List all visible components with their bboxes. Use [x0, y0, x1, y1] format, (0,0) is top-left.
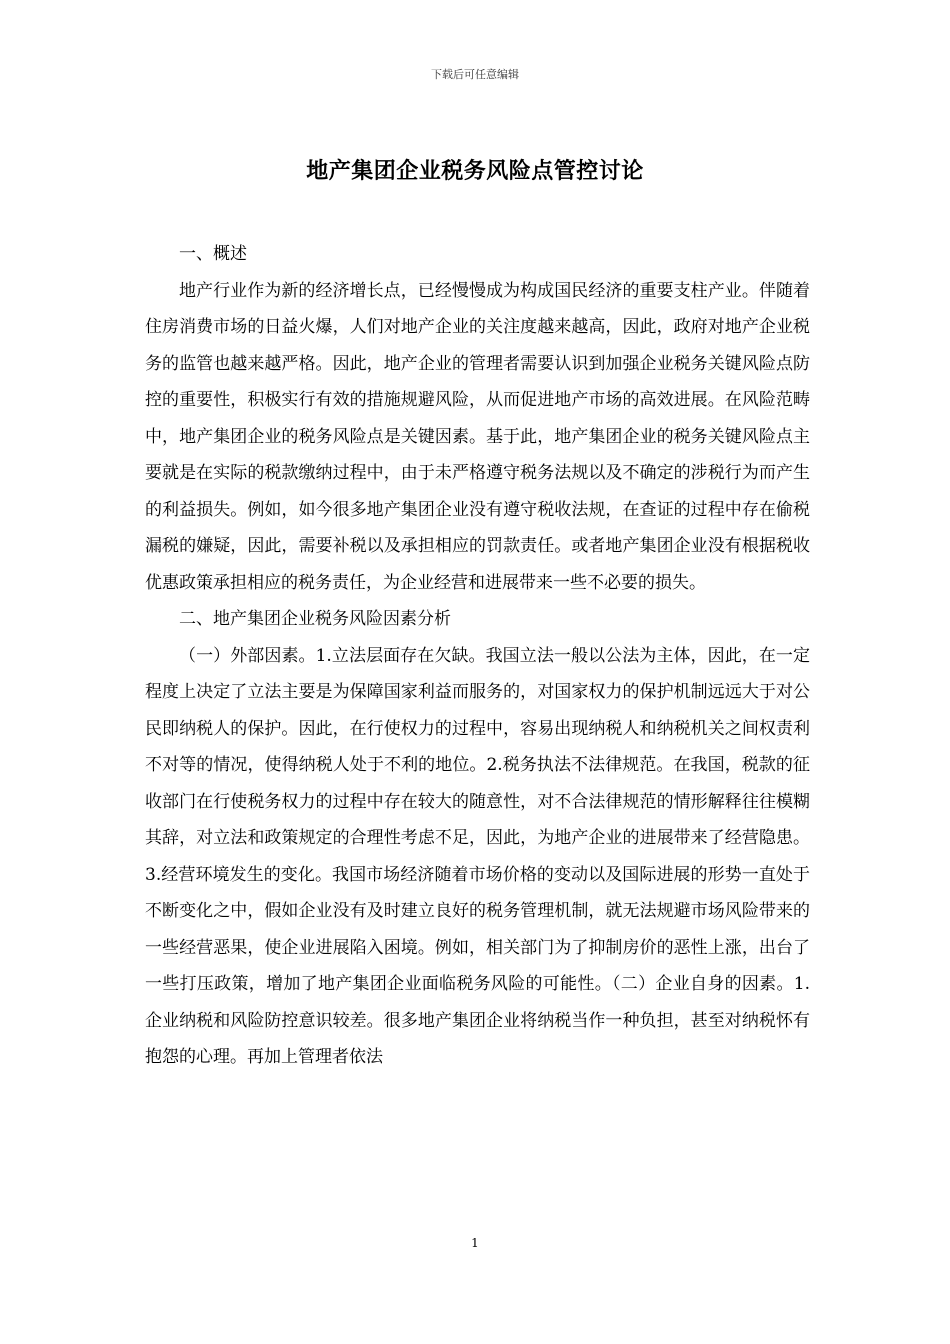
document-body	[145, 236, 810, 1076]
document-title: 地产集团企业税务风险点管控讨论	[306, 159, 644, 184]
paragraph-risk-factors: （一）外部因素。1.立法层面存在欠缺。我国立法一般以公法为主体，因此，在一定程度上决定了立法主要是为保障国家利益而服务的，对国家权力的保护机制远远大于对公民即纳税人的保护。因此，在行使权力的过程中，容易出现纳税人和纳税机关之间权责利不对等的情况，使得纳税人处于不利的地位。2.税务执法不法律规范。在我国，税款的征收部门在行使税务权力的过程中存在较大的随意性，对不合法律规范的情形解释往往模糊其辞，对立法和政策规定的合理性考虑不足，因此，为地产企业的进展带来了经营隐患。3.经营环境发生的变化。我国市场经济随着市场价格的变动以及国际进展的形势一直处于不断变化之中，假如企业没有及时建立良好的税务管理机制，就无法规避市场风险带来的一些经营恶果，使企业进展陷入困境。例如，相关部门为了抑制房价的恶性上涨，出台了一些打压政策，增加了地产集团企业面临税务风险的可能性。（二）企业自身的因素。1.企业纳税和风险防控意识较差。很多地产集团企业将纳税当作一种负担，甚至对纳税怀有抱怨的心理。再加上管理者依法	[145, 645, 810, 1067]
page-header: 下载后可任意编辑	[431, 68, 519, 81]
page-number: 1	[471, 1236, 479, 1250]
section-heading-overview: 一、概述	[179, 244, 247, 264]
paragraph-overview: 地产行业作为新的经济增长点，已经慢慢成为构成国民经济的重要支柱产业。伴随着住房消费市场的日益火爆，人们对地产企业的关注度越来越高，因此，政府对地产企业税务的监管也越来越严格。因此，地产企业的管理者需要认识到加强企业税务关键风险点防控的重要性，积极实行有效的措施规避风险，从而促进地产市场的高效进展。在风险范畴中，地产集团企业的税务风险点是关键因素。基于此，地产集团企业的税务关键风险点主要就是在实际的税款缴纳过程中，由于未严格遵守税务法规以及不确定的涉税行为而产生的利益损失。例如，如今很多地产集团企业没有遵守税收法规，在查证的过程中存在偷税漏税的嫌疑，因此，需要补税以及承担相应的罚款责任。或者地产集团企业没有根据税收优惠政策承担相应的税务责任，为企业经营和进展带来一些不必要的损失。	[145, 280, 810, 593]
section-heading-risk-factors: 二、地产集团企业税务风险因素分析	[179, 609, 451, 629]
